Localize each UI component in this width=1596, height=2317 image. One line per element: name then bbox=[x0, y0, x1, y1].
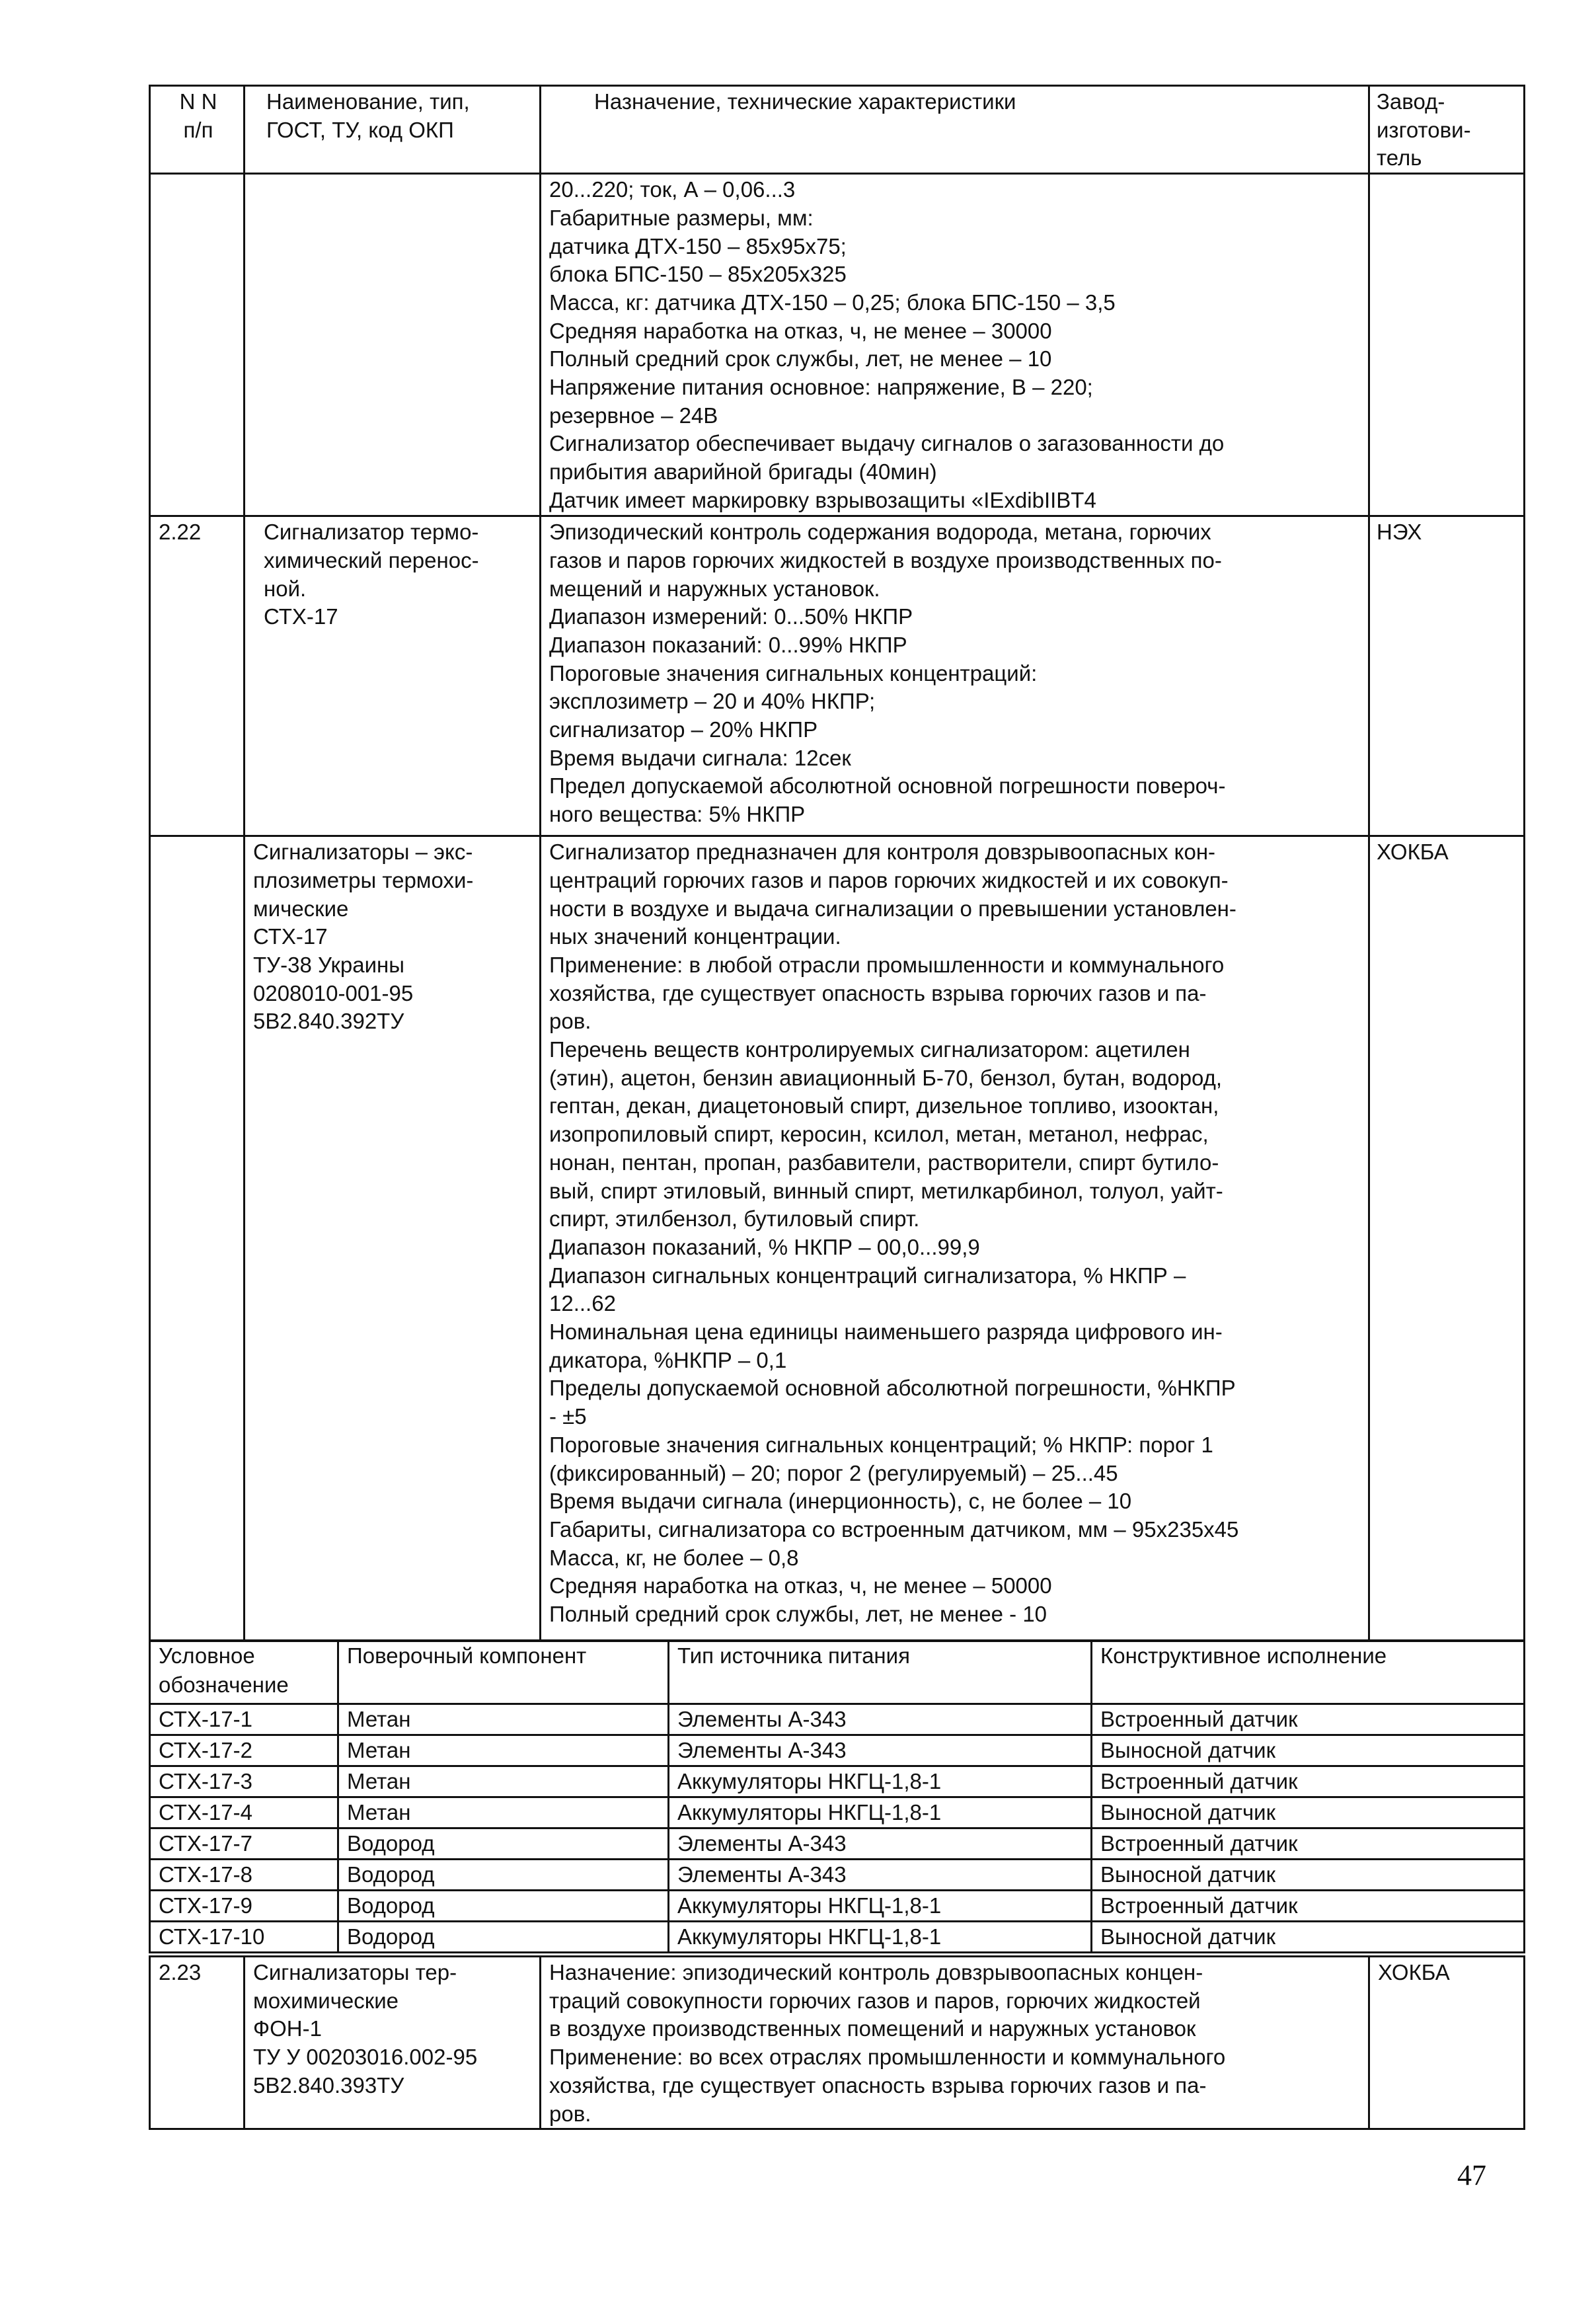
page-number: 47 bbox=[1457, 2159, 1486, 2191]
variants-header-designation-text bbox=[159, 1641, 332, 1700]
row-spec-text bbox=[549, 518, 1363, 829]
variants-header-component bbox=[338, 1641, 669, 1704]
text-line: Полный средний срок службы, лет, не менее - 10 bbox=[549, 1602, 1047, 1627]
table-row bbox=[150, 1860, 1525, 1891]
text-line: Пороговые значения сигнальных концентраций: bbox=[549, 660, 1038, 686]
text-line: Сигнализаторы – экс- bbox=[253, 840, 473, 865]
text-line: СТХ-17 bbox=[253, 924, 328, 949]
text-line: Перечень веществ контролируемых сигнализатором: ацетилен bbox=[549, 1037, 1190, 1062]
variant-designation: СТХ-17-8 bbox=[150, 1860, 338, 1891]
text-line: Сигнализатор обеспечивает выдачу сигналов о загазованности до bbox=[549, 431, 1225, 456]
variant-power: Аккумуляторы НКГЦ-1,8-1 bbox=[669, 1891, 1092, 1922]
text-line: 12...62 bbox=[549, 1291, 616, 1316]
text-line: (фиксированный) – 20; порог 2 (регулируемый) – 25...45 bbox=[549, 1460, 1118, 1485]
text-line: в воздухе производственных помещений и наружных установок bbox=[549, 2016, 1196, 2041]
equipment-table-continued bbox=[149, 1955, 1525, 2130]
variants-header-design bbox=[1092, 1641, 1525, 1704]
row-number: 2.22 bbox=[150, 516, 245, 836]
text-line: Поверочный компонент bbox=[347, 1643, 587, 1668]
text-line: Габариты, сигнализатора со встроенным датчиком, мм – 95х235х45 bbox=[549, 1516, 1239, 1542]
variant-designation: СТХ-17-9 bbox=[150, 1891, 338, 1922]
text-line: Диапазон показаний, % НКПР – 00,0...99,9 bbox=[549, 1234, 980, 1259]
text-line: газов и паров горючих жидкостей в воздухе производственных по- bbox=[549, 547, 1222, 572]
text-line: датчика ДТХ-150 – 85х95х75; bbox=[549, 233, 847, 258]
text-line: Диапазон измерений: 0...50% НКПР bbox=[549, 604, 913, 629]
variant-design: Встроенный датчик bbox=[1092, 1704, 1525, 1735]
text-line: Эпизодический контроль содержания водорода, метана, горючих bbox=[549, 520, 1211, 545]
text-line: Завод- bbox=[1377, 89, 1445, 114]
text-line: Пороговые значения сигнальных концентраций; % НКПР: порог 1 bbox=[549, 1432, 1213, 1457]
text-line: ров. bbox=[549, 2101, 591, 2126]
row-maker: ХОКБА bbox=[1369, 1957, 1525, 2129]
table-row bbox=[150, 1735, 1525, 1766]
variant-design: Выносной датчик bbox=[1092, 1922, 1525, 1953]
text-line: Напряжение питания основное: напряжение, В – 220; bbox=[549, 375, 1093, 400]
row-spec bbox=[541, 836, 1369, 1641]
text-line: мохимические bbox=[253, 1988, 399, 2013]
text-line: тель bbox=[1377, 145, 1422, 171]
variant-power: Аккумуляторы НКГЦ-1,8-1 bbox=[669, 1766, 1092, 1797]
table-row bbox=[150, 1766, 1525, 1797]
text-line: Сигнализатор термо- bbox=[264, 520, 479, 545]
text-line: Датчик имеет маркировку взрывозащиты «IExdibIIBT4 bbox=[549, 487, 1096, 512]
text-line: 5В2.840.392ТУ bbox=[253, 1009, 404, 1034]
variants-table-head bbox=[150, 1641, 1525, 1704]
row-spec-text bbox=[549, 176, 1363, 514]
variant-component: Водород bbox=[338, 1891, 669, 1922]
variants-header-designation bbox=[150, 1641, 338, 1704]
text-line: мические bbox=[253, 896, 349, 921]
row-maker: ХОКБА bbox=[1369, 836, 1525, 1641]
table-row bbox=[150, 1957, 1525, 2129]
header-number bbox=[150, 86, 245, 174]
row-name bbox=[245, 1957, 541, 2129]
text-line: Средняя наработка на отказ, ч, не менее – 50000 bbox=[549, 1573, 1052, 1598]
text-line: Номинальная цена единицы наименьшего разряда цифрового ин- bbox=[549, 1319, 1223, 1345]
text-line: ных значений концентрации. bbox=[549, 924, 841, 949]
header-maker bbox=[1369, 86, 1525, 174]
variant-component: Водород bbox=[338, 1860, 669, 1891]
header-number-text bbox=[159, 88, 238, 144]
variants-header-component-text bbox=[347, 1641, 662, 1670]
text-line: ного вещества: 5% НКПР bbox=[549, 802, 806, 827]
variant-power: Аккумуляторы НКГЦ-1,8-1 bbox=[669, 1797, 1092, 1828]
text-line: 0208010-001-95 bbox=[253, 980, 414, 1005]
text-line: ров. bbox=[549, 1009, 591, 1034]
table-row bbox=[150, 836, 1525, 1641]
row-name bbox=[245, 174, 541, 516]
table-row bbox=[150, 1922, 1525, 1953]
text-line: СТХ-17 bbox=[264, 604, 338, 629]
variants-header-power-text bbox=[677, 1641, 1085, 1670]
text-line: Назначение, технические характеристики bbox=[594, 89, 1016, 114]
row-name-text bbox=[264, 518, 534, 631]
variants-table-body bbox=[150, 1704, 1525, 1953]
text-line: эксплозиметр – 20 и 40% НКПР; bbox=[549, 689, 876, 714]
text-line: хозяйства, где существует опасность взрыва горючих газов и па- bbox=[549, 2072, 1207, 2098]
text-line: хозяйства, где существует опасность взрыва горючих газов и па- bbox=[549, 980, 1207, 1005]
text-line: Время выдачи сигнала: 12сек bbox=[549, 745, 851, 770]
variant-component: Метан bbox=[338, 1704, 669, 1735]
variants-header-row bbox=[150, 1641, 1525, 1704]
text-line: центраций горючих газов и паров горючих жидкостей и их совокуп- bbox=[549, 867, 1229, 892]
variant-designation: СТХ-17-7 bbox=[150, 1828, 338, 1860]
text-line: вый, спирт этиловый, винный спирт, метилкарбинол, толуол, уайт- bbox=[549, 1178, 1223, 1203]
header-row bbox=[150, 86, 1525, 174]
text-line: нонан, пентан, пропан, разбавители, растворители, спирт бутило- bbox=[549, 1150, 1219, 1175]
text-line: Масса, кг: датчика ДТХ-150 – 0,25; блока БПС-150 – 3,5 bbox=[549, 290, 1116, 315]
variant-design: Выносной датчик bbox=[1092, 1735, 1525, 1766]
variant-designation: СТХ-17-10 bbox=[150, 1922, 338, 1953]
text-line: плозиметры термохи- bbox=[253, 867, 474, 892]
row-maker: НЭХ bbox=[1369, 516, 1525, 836]
text-line: N N bbox=[179, 89, 217, 114]
variants-header-power bbox=[669, 1641, 1092, 1704]
variant-designation: СТХ-17-3 bbox=[150, 1766, 338, 1797]
text-line: Конструктивное исполнение bbox=[1100, 1643, 1387, 1668]
variants-table bbox=[149, 1639, 1525, 1953]
text-line: Сигнализаторы тер- bbox=[253, 1960, 457, 1984]
variant-component: Метан bbox=[338, 1735, 669, 1766]
header-name bbox=[245, 86, 541, 174]
variant-power: Элементы А-343 bbox=[669, 1704, 1092, 1735]
variant-design: Выносной датчик bbox=[1092, 1860, 1525, 1891]
text-line: ФОН-1 bbox=[253, 2016, 322, 2041]
text-line: Тип источника питания bbox=[677, 1643, 910, 1668]
row-spec-text bbox=[549, 838, 1363, 1629]
variant-component: Метан bbox=[338, 1766, 669, 1797]
row-spec bbox=[541, 1957, 1369, 2129]
text-line: блока БПС-150 – 85х205х325 bbox=[549, 262, 847, 287]
variant-component: Метан bbox=[338, 1797, 669, 1828]
text-line: резервное – 24В bbox=[549, 403, 718, 428]
variant-designation: СТХ-17-1 bbox=[150, 1704, 338, 1735]
row-maker bbox=[1369, 174, 1525, 516]
header-name-text bbox=[266, 88, 534, 144]
table-row bbox=[150, 174, 1525, 516]
text-line: дикатора, %НКПР – 0,1 bbox=[549, 1347, 787, 1372]
text-line: Применение: во всех отраслях промышленности и коммунального bbox=[549, 2045, 1226, 2070]
variant-design: Встроенный датчик bbox=[1092, 1891, 1525, 1922]
text-line: 5В2.840.393ТУ bbox=[253, 2072, 404, 2098]
variant-design: Встроенный датчик bbox=[1092, 1828, 1525, 1860]
text-line: ТУ-38 Украины bbox=[253, 952, 404, 977]
text-line: изопропиловый спирт, керосин, ксилол, метан, метанол, нефрас, bbox=[549, 1122, 1209, 1147]
header-spec-text bbox=[594, 88, 1363, 116]
last-table-body bbox=[150, 1957, 1525, 2129]
text-line: Условное bbox=[159, 1643, 255, 1668]
variant-designation: СТХ-17-2 bbox=[150, 1735, 338, 1766]
text-line: Время выдачи сигнала (инерционность), с, не более – 10 bbox=[549, 1489, 1132, 1514]
variant-power: Элементы А-343 bbox=[669, 1735, 1092, 1766]
variant-component: Водород bbox=[338, 1922, 669, 1953]
text-line: изготови- bbox=[1377, 117, 1471, 142]
row-spec bbox=[541, 174, 1369, 516]
text-line: спирт, этилбензол, бутиловый спирт. bbox=[549, 1206, 920, 1232]
row-name bbox=[245, 836, 541, 1641]
text-line: гептан, декан, диацетоновый спирт, дизельное топливо, изооктан, bbox=[549, 1093, 1219, 1119]
row-name bbox=[245, 516, 541, 836]
header-maker-text bbox=[1377, 88, 1518, 173]
text-line: мещений и наружных установок. bbox=[549, 576, 880, 601]
text-line: Полный средний срок службы, лет, не менее – 10 bbox=[549, 346, 1052, 372]
table-row bbox=[150, 1797, 1525, 1828]
text-line: Сигнализатор предназначен для контроля довзрывоопасных кон- bbox=[549, 840, 1216, 865]
variant-power: Элементы А-343 bbox=[669, 1860, 1092, 1891]
text-line: Масса, кг, не более – 0,8 bbox=[549, 1545, 799, 1570]
row-number bbox=[150, 836, 245, 1641]
variant-designation: СТХ-17-4 bbox=[150, 1797, 338, 1828]
row-number bbox=[150, 174, 245, 516]
row-number: 2.23 bbox=[150, 1957, 245, 2129]
table-row bbox=[150, 1704, 1525, 1735]
text-line: сигнализатор – 20% НКПР bbox=[549, 717, 818, 742]
table-row bbox=[150, 1828, 1525, 1860]
text-line: обозначение bbox=[159, 1672, 289, 1697]
text-line: Диапазон сигнальных концентраций сигнализатора, % НКПР – bbox=[549, 1263, 1186, 1288]
text-line: траций совокупности горючих газов и паров, горючих жидкостей bbox=[549, 1988, 1201, 2013]
text-line: Наименование, тип, bbox=[266, 89, 470, 114]
text-line: Применение: в любой отрасли промышленности и коммунального bbox=[549, 952, 1225, 977]
text-line: прибытия аварийной бригады (40мин) bbox=[549, 459, 937, 485]
text-line: Диапазон показаний: 0...99% НКПР bbox=[549, 632, 907, 657]
row-name-text bbox=[253, 1959, 534, 2100]
main-table-body bbox=[150, 86, 1525, 1641]
text-line: Предел допускаемой абсолютной основной погрешности повероч- bbox=[549, 773, 1226, 799]
row-name-text bbox=[253, 838, 534, 1036]
table-row bbox=[150, 516, 1525, 836]
text-line: Габаритные размеры, мм: bbox=[549, 205, 814, 230]
text-line: Пределы допускаемой основной абсолютной погрешности, %НКПР bbox=[549, 1376, 1236, 1401]
text-line: ГОСТ, ТУ, код ОКП bbox=[266, 117, 454, 142]
variant-component: Водород bbox=[338, 1828, 669, 1860]
text-line: Назначение: эпизодический контроль довзрывоопасных концен- bbox=[549, 1960, 1203, 1984]
variant-power: Аккумуляторы НКГЦ-1,8-1 bbox=[669, 1922, 1092, 1953]
text-line: 20...220; ток, А – 0,06...3 bbox=[549, 177, 796, 202]
variants-header-design-text bbox=[1100, 1641, 1518, 1670]
text-line: п/п bbox=[183, 117, 213, 142]
variant-power: Элементы А-343 bbox=[669, 1828, 1092, 1860]
text-line: ТУ У 00203016.002-95 bbox=[253, 2045, 478, 2070]
row-spec bbox=[541, 516, 1369, 836]
text-line: (этин), ацетон, бензин авиационный Б-70, бензол, бутан, водород, bbox=[549, 1065, 1223, 1090]
variant-design: Выносной датчик bbox=[1092, 1797, 1525, 1828]
text-line: ности в воздухе и выдача сигнализации о превышении установлен- bbox=[549, 896, 1236, 921]
text-line: ной. bbox=[264, 576, 307, 601]
equipment-table bbox=[149, 85, 1525, 1642]
header-spec bbox=[541, 86, 1369, 174]
text-line: Средняя наработка на отказ, ч, не менее – 30000 bbox=[549, 318, 1052, 343]
text-line: - ±5 bbox=[549, 1404, 587, 1429]
variant-design: Встроенный датчик bbox=[1092, 1766, 1525, 1797]
text-line: химический перенос- bbox=[264, 547, 479, 572]
table-row bbox=[150, 1891, 1525, 1922]
row-spec-text bbox=[549, 1959, 1363, 2128]
